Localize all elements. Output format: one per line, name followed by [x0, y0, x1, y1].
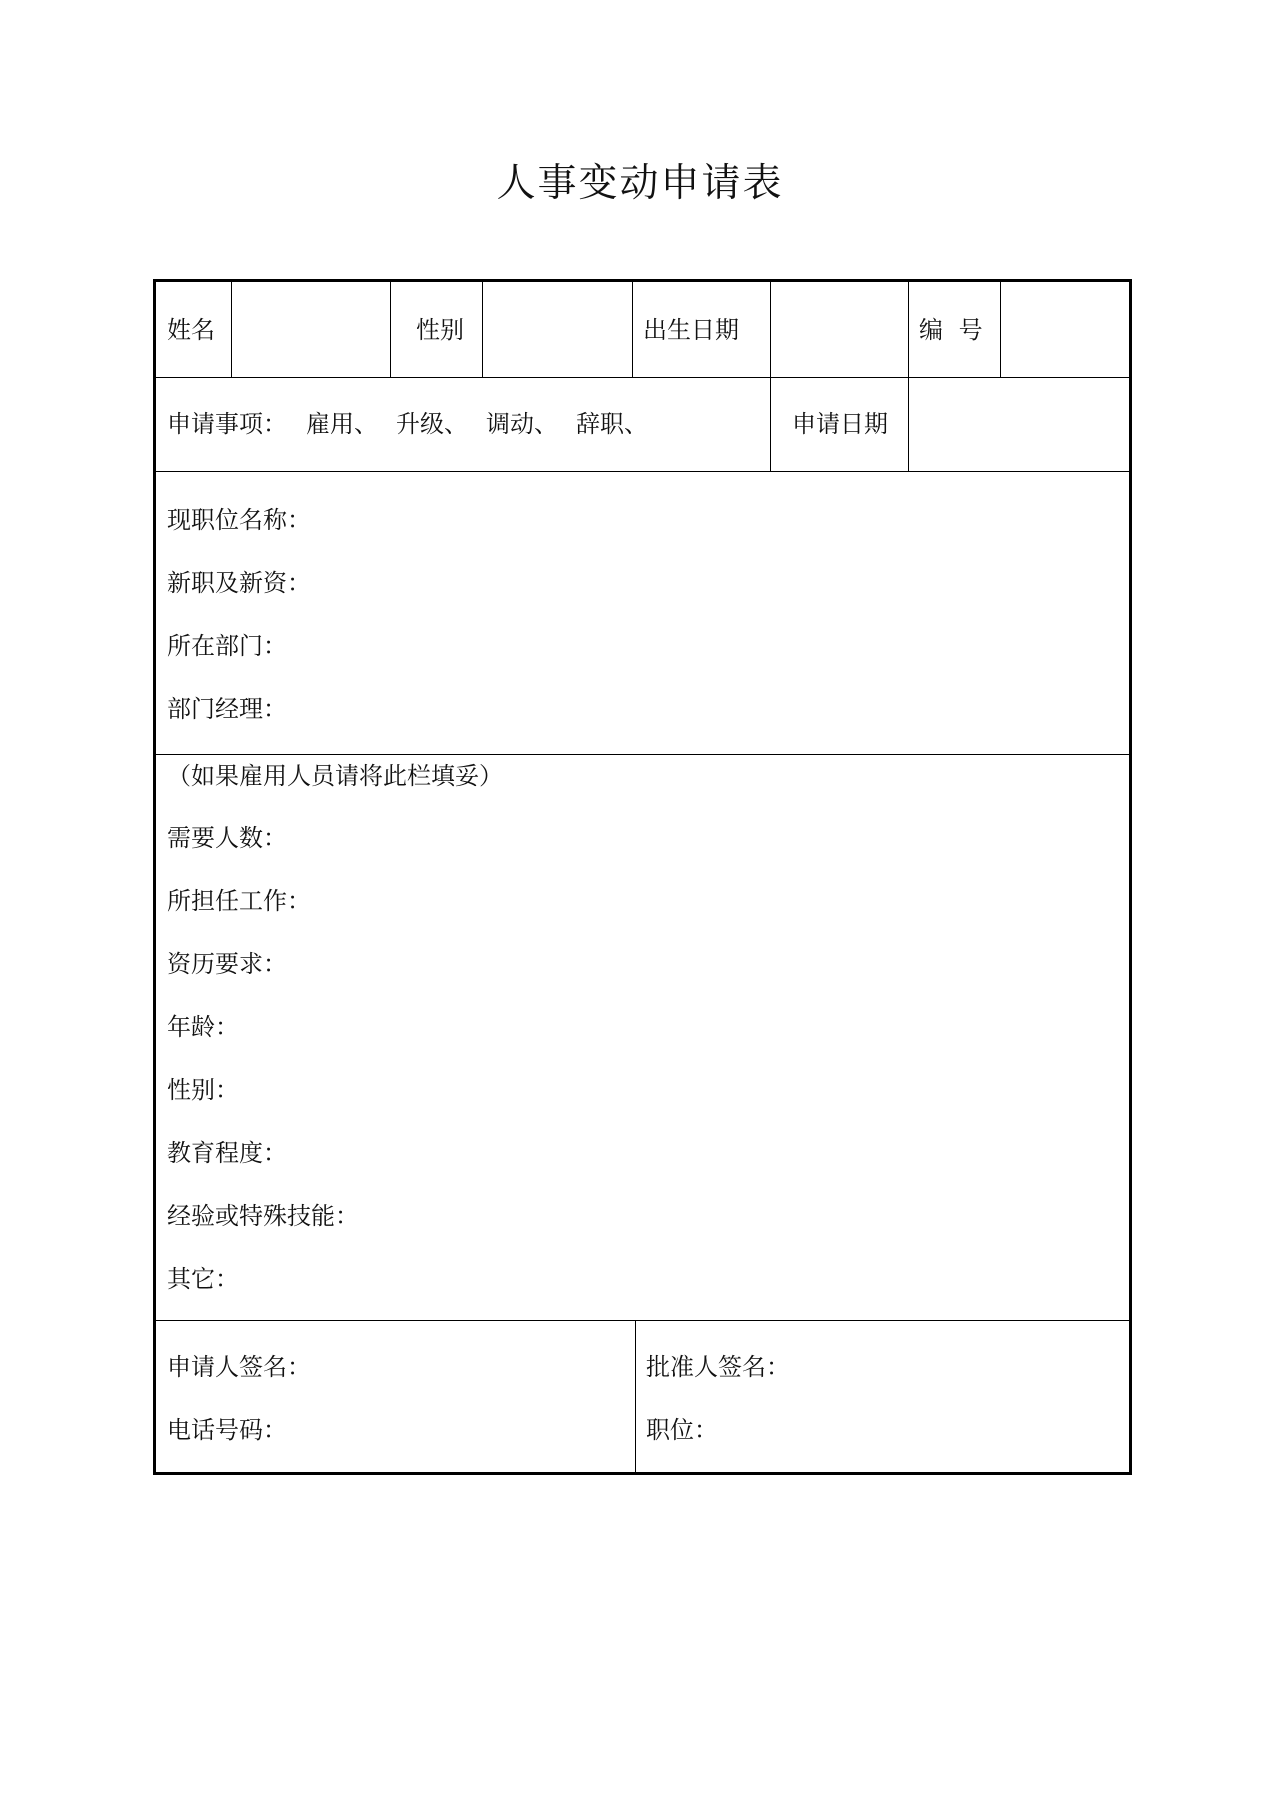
- department-field[interactable]: [291, 629, 1096, 663]
- approver-position-label: 职位：: [646, 1416, 718, 1444]
- phone-field[interactable]: [291, 1413, 626, 1447]
- new-position-salary-field[interactable]: [316, 566, 1096, 600]
- qualifications-label: 资历要求：: [167, 950, 287, 978]
- approver-position-field[interactable]: [720, 1413, 1115, 1447]
- row-divider: [156, 1320, 1129, 1321]
- headcount-field[interactable]: [291, 821, 1096, 855]
- job-duties-field[interactable]: [316, 884, 1096, 918]
- job-duties-label: 所担任工作：: [167, 887, 311, 915]
- number-label: 编 号: [919, 316, 983, 344]
- approver-signature-field[interactable]: [795, 1350, 1115, 1384]
- cell-divider: [908, 282, 909, 471]
- gender-label: 性别: [416, 316, 464, 344]
- current-position-field[interactable]: [316, 503, 1096, 537]
- qualifications-field[interactable]: [291, 947, 1096, 981]
- cell-divider: [390, 282, 391, 377]
- cell-divider: [231, 282, 232, 377]
- cell-divider: [770, 282, 771, 471]
- cell-divider: [632, 282, 633, 377]
- age-field[interactable]: [241, 1010, 1096, 1044]
- applicant-signature-field[interactable]: [316, 1350, 626, 1384]
- application-form: [153, 279, 1132, 1475]
- gender-requirement-field[interactable]: [241, 1073, 1096, 1107]
- birth-date-label: 出生日期: [643, 316, 739, 344]
- application-date-field[interactable]: [911, 380, 1127, 469]
- applicant-signature-label: 申请人签名：: [167, 1353, 311, 1381]
- experience-skills-field[interactable]: [366, 1199, 1096, 1233]
- hiring-note: （如果雇用人员请将此栏填妥）: [167, 762, 503, 790]
- option-hire[interactable]: 雇用、: [306, 410, 378, 438]
- department-manager-label: 部门经理：: [167, 695, 287, 723]
- cell-divider: [635, 1320, 636, 1475]
- age-label: 年龄：: [167, 1013, 239, 1041]
- page-title: 人事变动申请表: [496, 161, 784, 206]
- department-label: 所在部门：: [167, 632, 287, 660]
- row-divider: [156, 471, 1129, 472]
- other-label: 其它：: [167, 1265, 239, 1293]
- application-date-label: 申请日期: [792, 410, 888, 438]
- name-field[interactable]: [234, 286, 388, 374]
- current-position-label: 现职位名称：: [167, 506, 311, 534]
- department-manager-field[interactable]: [291, 692, 1096, 726]
- gender-requirement-label: 性别：: [167, 1076, 239, 1104]
- cell-divider: [1000, 282, 1001, 377]
- approver-signature-label: 批准人签名：: [646, 1353, 790, 1381]
- option-resignation[interactable]: 辞职、: [576, 410, 648, 438]
- phone-label: 电话号码：: [167, 1416, 287, 1444]
- option-transfer[interactable]: 调动、: [486, 410, 558, 438]
- gender-field[interactable]: [485, 286, 630, 374]
- headcount-label: 需要人数：: [167, 824, 287, 852]
- application-items-label: 申请事项：: [167, 410, 287, 438]
- other-field[interactable]: [241, 1262, 1096, 1296]
- name-label: 姓名: [167, 316, 215, 344]
- row-divider: [156, 377, 1129, 378]
- option-promotion[interactable]: 升级、: [396, 410, 468, 438]
- education-field[interactable]: [291, 1136, 1096, 1170]
- cell-divider: [482, 282, 483, 377]
- experience-skills-label: 经验或特殊技能：: [167, 1202, 359, 1230]
- new-position-salary-label: 新职及新资：: [167, 569, 311, 597]
- education-label: 教育程度：: [167, 1139, 287, 1167]
- birth-date-field[interactable]: [773, 286, 906, 374]
- row-divider: [156, 754, 1129, 755]
- number-field[interactable]: [1003, 286, 1127, 374]
